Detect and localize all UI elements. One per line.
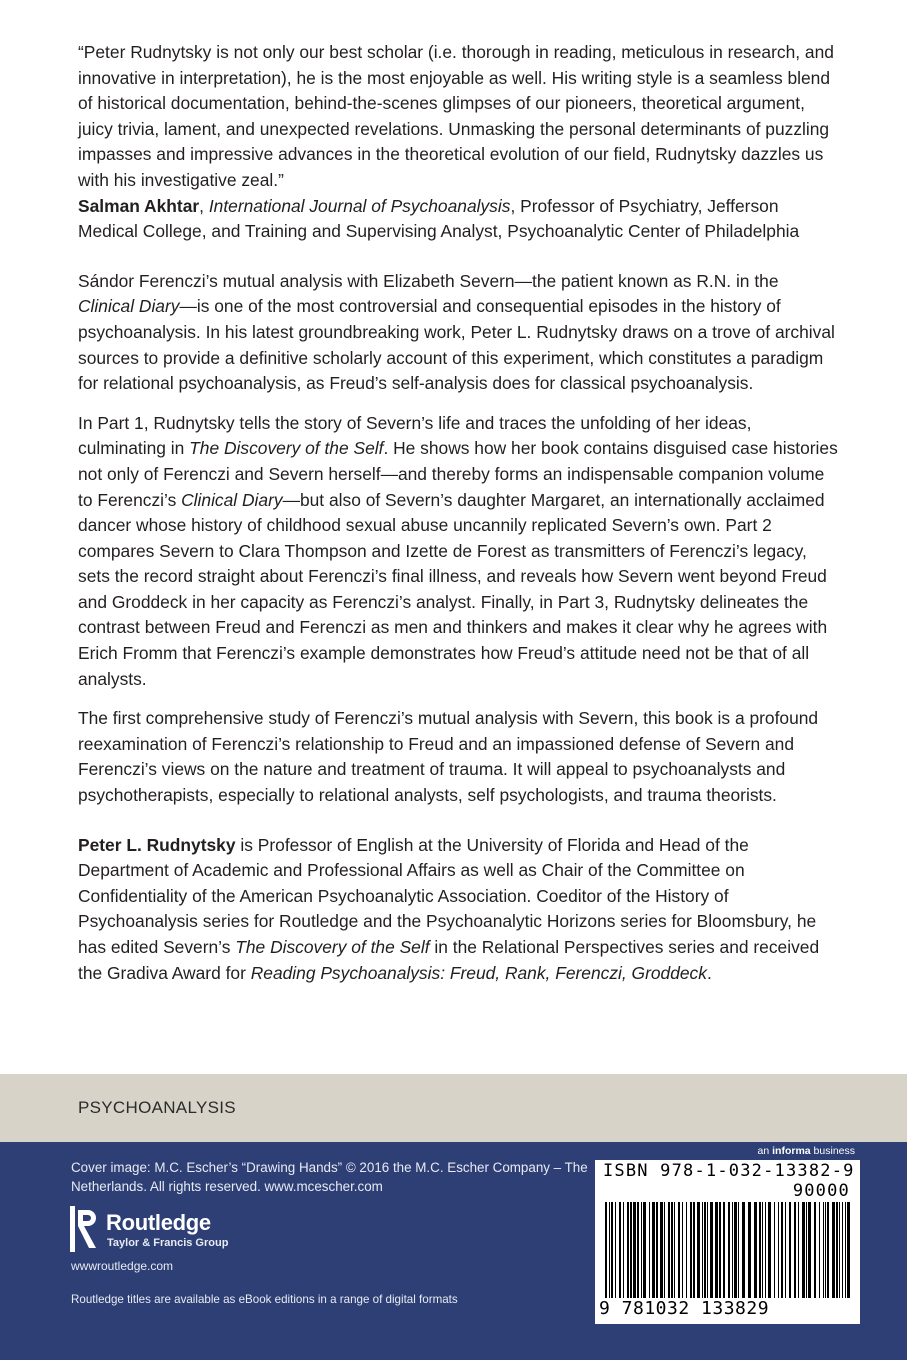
description-paragraph-3: The first comprehensive study of Ferenczi’s mutual analysis with Severn, this book is a profound reexamination of Ferenczi’s relationship to Freud and an impassioned defense of Severn and Ferenczi’s views on the nature and treatment of trauma. It will appeal to psychoanalysts and psychotherapists, especially to relational analysts, self psychologists, and trauma theorists. [78, 708, 819, 806]
barcode-bar [656, 1202, 658, 1298]
barcode-bar [748, 1202, 751, 1298]
price-addon-code: 90000 [792, 1181, 850, 1201]
routledge-mark-icon [70, 1206, 100, 1252]
barcode-bar [825, 1202, 826, 1298]
publisher-name: Routledge [106, 1210, 211, 1235]
barcode-bar [847, 1202, 850, 1298]
barcode-bar [627, 1202, 629, 1298]
barcode-bar [668, 1202, 670, 1298]
barcode-bar [845, 1202, 846, 1298]
description-paragraph-2: In Part 1, Rudnytsky tells the story of Severn’s life and traces the unfolding of her ideas, culminating in The Discovery of the Self. He shows how her book contains disguised case histories not only of Ferenczi and Severn herself—and thereby forms an indispensable companion volume to Ferenczi’s Clinical Diary—but also of Severn’s daughter Margaret, an internationally acclaimed dancer whose history of childhood sexual abuse uncannily replicated Severn’s own. Part 2 compares Severn to Clara Thompson and Izette de Forest as transmitters of Ferenczi’s legacy, sets the record straight about Ferenczi’s final illness, and reveals how Severn went beyond Freud and Groddeck in her capacity as Ferenczi’s analyst. Finally, in Part 3, Rudnytsky delineates the contrast between Freud and Ferenczi as men and thinkers and makes it clear why he agrees with Erich Fromm that Ferenczi’s example demonstrates how Freud’s attitude need not be that of all analysts. [78, 412, 838, 689]
barcode-bar [762, 1202, 763, 1298]
barcode-bar [832, 1202, 835, 1298]
barcode-bar [842, 1202, 843, 1298]
subject-category-band [0, 1074, 907, 1142]
barcode-bar [759, 1202, 761, 1298]
barcode-bar [814, 1202, 816, 1298]
back-cover-text [78, 40, 838, 986]
isbn-number: ISBN 978-1-032-13382-9 [603, 1161, 855, 1181]
publisher-footer [0, 1142, 907, 1360]
barcode-bar [619, 1202, 621, 1298]
barcode-bar [664, 1202, 665, 1298]
barcode-bar [789, 1202, 791, 1298]
barcode-bar [671, 1202, 673, 1298]
barcode-bar [686, 1202, 687, 1298]
barcode-bar [660, 1202, 663, 1298]
cover-image-credit: Cover image: M.C. Escher’s “Drawing Hands” © 2016 the M.C. Escher Company – The Netherlands. All rights reserved. www.mcescher.com [71, 1160, 588, 1194]
barcode-bar [693, 1202, 695, 1298]
barcode-bar [738, 1202, 739, 1298]
barcode-bar [615, 1202, 616, 1298]
barcode-bar [623, 1202, 624, 1298]
barcode-bar [697, 1202, 700, 1298]
barcode-bar [715, 1202, 718, 1298]
barcode-bar [649, 1202, 650, 1298]
barcode-digits: 9 781032 133829 [599, 1298, 770, 1319]
barcode-bar [774, 1202, 775, 1298]
barcode-bar [710, 1202, 713, 1298]
barcode-bar [723, 1202, 725, 1298]
barcode-bar [682, 1202, 683, 1298]
author-bio: Peter L. Rudnytsky is Professor of English at the University of Florida and Head of the Department of Academic and Professional Affairs as well as Chair of the Committee on Confidentiality of the American Psychoanalytic Association. Coeditor of the History of Psychoanalysis series for Routledge and the Psychoanalytic Horizons series for Bloomsbury, he has edited Severn’s The Discovery of the Self in the Relational Perspectives series and received the Gradiva Award for Reading Psychoanalysis: Freud, Rank, Ferenczi, Groddeck. [78, 834, 820, 983]
barcode-bar [806, 1202, 807, 1298]
barcode-bar [690, 1202, 692, 1298]
barcode-bar [652, 1202, 655, 1298]
routledge-logo [70, 1206, 310, 1252]
barcode-bar [802, 1202, 805, 1298]
author-name: Peter L. Rudnytsky [78, 834, 236, 855]
endorser-affiliation: , Professor of Psychiatry, Jefferson Medical College, and Training and Supervising Analyst, Psychoanalytic Center of Philadelphia [78, 195, 800, 242]
barcode-bar [781, 1202, 783, 1298]
barcode-bar [798, 1202, 799, 1298]
barcode-bar [732, 1202, 733, 1298]
barcode-bar [678, 1202, 680, 1298]
barcode-bar [630, 1202, 632, 1298]
subject-category: PSYCHOANALYSIS [78, 1098, 236, 1117]
barcode-bars [601, 1202, 854, 1298]
barcode-bar [808, 1202, 811, 1298]
barcode-bar [742, 1202, 745, 1298]
endorsement-quote: “Peter Rudnytsky is not only our best scholar (i.e. thorough in reading, meticulous in research, and innovative in interpretation), he is the most enjoyable as well. His writing style is a seamless blend of historical documentation, behind-the-scenes glimpses of our pioneers, theoretical argument, juicy trivia, lament, and unexpected revelations. Unmasking the personal determinants of puzzling impasses and impressive advances in the theoretical evolution of our field, Rudnytsky dazzles us with his investigative zeal.” [78, 42, 834, 190]
barcode-bar [643, 1202, 646, 1298]
barcode-bar [778, 1202, 779, 1298]
barcode-bar [633, 1202, 636, 1298]
isbn-barcode [595, 1160, 860, 1324]
barcode-bar [823, 1202, 824, 1298]
barcode-bar [819, 1202, 820, 1298]
endorser-name: Salman Akhtar [78, 195, 200, 216]
barcode-bar [827, 1202, 829, 1298]
barcode-bar [707, 1202, 708, 1298]
publisher-group: Taylor & Francis Group [107, 1237, 229, 1249]
barcode-bar [794, 1202, 796, 1298]
barcode-bar [836, 1202, 838, 1298]
barcode-bar [637, 1202, 639, 1298]
barcode-bar [754, 1202, 757, 1298]
barcode-bar [609, 1202, 610, 1298]
barcode-bar [768, 1202, 771, 1298]
barcode-bar [785, 1202, 786, 1298]
endorser-journal: International Journal of Psychoanalysis [208, 195, 511, 216]
barcode-bar [702, 1202, 703, 1298]
barcode-bar [734, 1202, 737, 1298]
barcode-bar [704, 1202, 706, 1298]
description-paragraph-1: Sándor Ferenczi’s mutual analysis with Elizabeth Severn—the patient known as R.N. in the Clinical Diary—is one of the most controversial and consequential episodes in the history of psychoanalysis. In his latest groundbreaking work, Peter L. Rudnytsky draws on a trove of archival sources to provide a definitive scholarly account of this experiment, which constitutes a paradigm for relational psychoanalysis, as Freud’s self-analysis does for classical psychoanalysis. [78, 270, 835, 394]
barcode-bar [728, 1202, 730, 1298]
barcode-bar [611, 1202, 613, 1298]
barcode-bar [719, 1202, 721, 1298]
ebook-availability-note: Routledge titles are available as eBook editions in a range of digital formats [71, 1293, 458, 1306]
barcode-bar [765, 1202, 766, 1298]
endorsement-attribution: Salman Akhtar, International Journal of Psychoanalysis, Professor of Psychiatry, Jefferson Medical College, and Training and Supervising Analyst, Psychoanalytic Center of Philadelphia [78, 195, 800, 242]
barcode-bar [605, 1202, 607, 1298]
barcode-bar [839, 1202, 840, 1298]
informa-tagline: an informa business [757, 1145, 855, 1157]
publisher-website: wwwroutledge.com [71, 1259, 174, 1273]
barcode-bar [641, 1202, 642, 1298]
barcode-bar [674, 1202, 675, 1298]
